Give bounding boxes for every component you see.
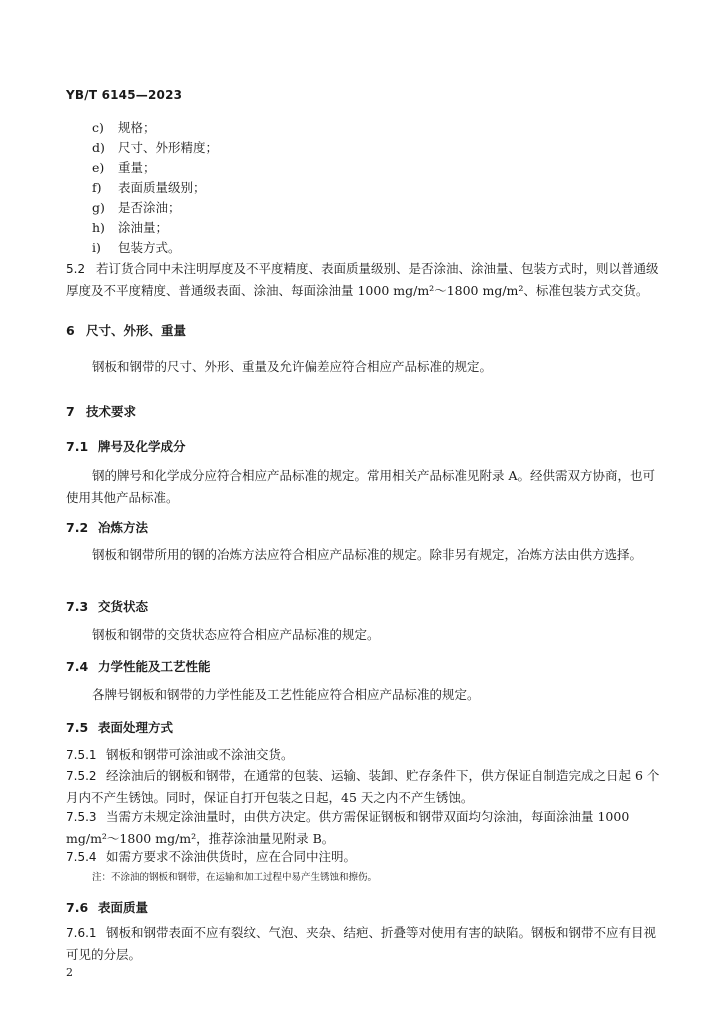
clause-text: 钢板和钢带可涂油或不涂油交货。 — [106, 747, 294, 762]
section-7-heading: 7 技术要求 — [66, 404, 137, 419]
clause-7-5-4 — [66, 846, 660, 868]
standard-code: YB/T 6145—2023 — [66, 88, 183, 102]
section-7-6-heading: 7.6 表面质量 — [66, 900, 149, 915]
clause-number: 5.2 — [66, 262, 86, 276]
section-6-heading: 6 尺寸、外形、重量 — [66, 323, 187, 338]
section-7-3-heading: 7.3 交货状态 — [66, 599, 149, 614]
section-7-1-text: 钢的牌号和化学成分应符合相应产品标准的规定。常用相关产品标准见附录 A。经供需双方协商，也可使用其他产品标准。 — [66, 468, 656, 505]
clause-text: 若订货合同中未注明厚度及不平度精度、表面质量级别、是否涂油、涂油量、包装方式时，则以普通级厚度及不平度精度、普通级表面、涂油、每面涂油量 1000 mg/m²～1800 mg/m²、标准包装方式交货。 — [66, 261, 659, 298]
clause-text: 当需方未规定涂油量时，由供方决定。供方需保证钢板和钢带双面均匀涂油，每面涂油量 1000 mg/m²～1800 mg/m²，推荐涂油量见附录 B。 — [66, 809, 630, 846]
clause-number: 7.5.1 — [66, 748, 97, 762]
clause-text: 钢板和钢带表面不应有裂纹、气泡、夹杂、结疤、折叠等对使用有害的缺陷。钢板和钢带不应有目视可见的分层。 — [66, 925, 657, 962]
clause-5-2 — [66, 258, 660, 301]
list-item: f) 表面质量级别； — [92, 180, 206, 195]
list-item: e) 重量； — [92, 160, 156, 175]
page-number: 2 — [66, 966, 73, 979]
note: 注：不涂油的钢板和钢带，在运输和加工过程中易产生锈蚀和擦伤。 — [92, 872, 378, 883]
clause-number: 7.5.2 — [66, 769, 97, 783]
clause-number: 7.5.4 — [66, 850, 97, 864]
section-7-1-heading: 7.1 牌号及化学成分 — [66, 439, 186, 454]
list-item: h) 涂油量； — [92, 220, 169, 235]
section-7-2-text: 钢板和钢带所用的钢的冶炼方法应符合相应产品标准的规定。除非另有规定，冶炼方法由供方选择。 — [92, 547, 643, 562]
list-item: g) 是否涂油； — [92, 200, 181, 215]
section-7-3-text: 钢板和钢带的交货状态应符合相应产品标准的规定。 — [92, 627, 380, 642]
clause-text: 如需方要求不涂油供货时，应在合同中注明。 — [106, 849, 357, 864]
list-item: d) 尺寸、外形精度； — [92, 140, 219, 155]
section-7-2-heading: 7.2 冶炼方法 — [66, 520, 149, 535]
section-6-text: 钢板和钢带的尺寸、外形、重量及允许偏差应符合相应产品标准的规定。 — [92, 359, 493, 374]
clause-number: 7.5.3 — [66, 810, 97, 824]
clause-7-6-1 — [66, 922, 660, 965]
list-item: i) 包装方式。 — [92, 240, 181, 255]
section-7-5-heading: 7.5 表面处理方式 — [66, 720, 174, 735]
clause-7-5-2 — [66, 765, 660, 808]
list-item: c) 规格； — [92, 120, 156, 135]
clause-7-5-1 — [66, 744, 660, 766]
clause-text: 经涂油后的钢板和钢带，在通常的包装、运输、装卸、贮存条件下，供方保证自制造完成之日起 6 个月内不产生锈蚀。同时，保证自打开包装之日起，45 天之内不产生锈蚀。 — [66, 768, 660, 805]
clause-number: 7.6.1 — [66, 926, 97, 940]
order-info-list — [92, 118, 218, 258]
clause-7-5-3 — [66, 806, 660, 849]
section-7-4-heading: 7.4 力学性能及工艺性能 — [66, 659, 211, 674]
section-7-4-text: 各牌号钢板和钢带的力学性能及工艺性能应符合相应产品标准的规定。 — [92, 687, 480, 702]
